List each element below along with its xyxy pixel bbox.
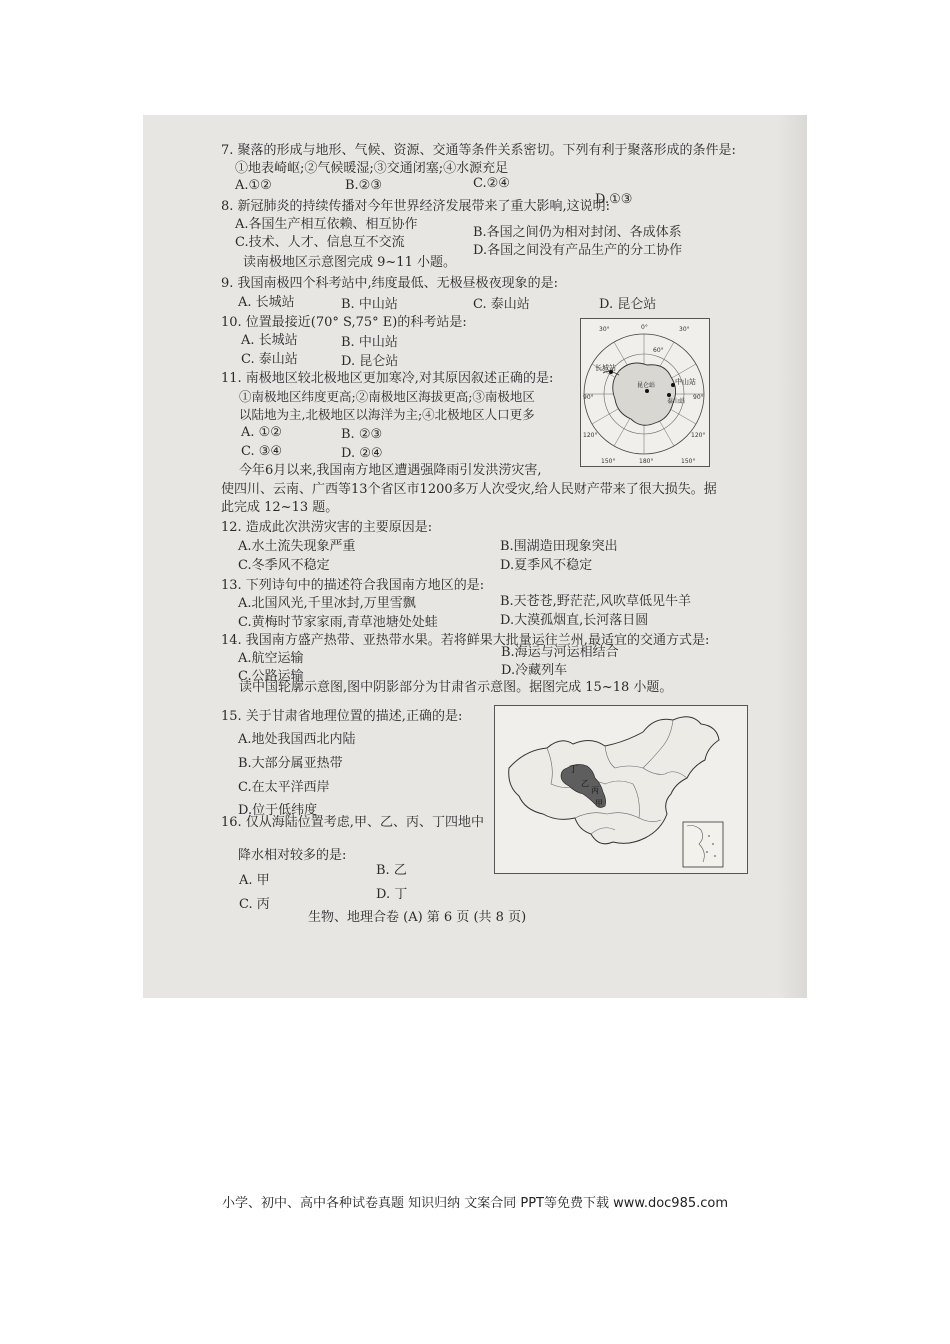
exam-page-footer: 生物、地理合卷 (A) 第 6 页 (共 8 页) (308, 910, 527, 925)
q8-option-b: B.各国之间仍为相对封闭、各成体系 (473, 225, 682, 240)
q11-line2: 以陆地为主,北极地区以海洋为主;④北极地区人口更多 (239, 407, 535, 422)
q7-conditions: ①地表崎岖;②气候暖湿;③交通闭塞;④水源充足 (235, 161, 509, 176)
label-jia: 甲 (595, 799, 603, 808)
label-bing: 丙 (591, 786, 599, 795)
antarctic-map (580, 318, 710, 467)
label-kunlun: 昆仑站 (637, 382, 656, 389)
q11-stem: 11. 南极地区较北极地区更加寒冷,对其原因叙述正确的是: (221, 371, 554, 386)
q16-option-d: D. 丁 (376, 887, 408, 902)
q7-stem: 7. 聚落的形成与地形、气候、资源、交通等条件关系密切。下列有利于聚落形成的条件是: (221, 143, 736, 158)
lon-30w: 30° (599, 326, 610, 333)
q13-option-a: A.北国风光,千里冰封,万里雪飘 (238, 596, 416, 611)
q10-stem: 10. 位置最接近(70° S,75° E)的科考站是: (221, 315, 467, 330)
q14-option-c: C.公路运输 (238, 669, 304, 684)
q14-option-b: B.海运与河运相结合 (501, 645, 619, 660)
q12-stem: 12. 造成此次洪涝灾害的主要原因是: (221, 520, 433, 535)
q7-option-c: C.②④ (473, 176, 510, 191)
q10-option-d: D. 昆仑站 (341, 354, 399, 369)
q9-stem: 9. 我国南极四个科考站中,纬度最低、无极昼极夜现象的是: (221, 276, 559, 291)
q8-stem: 8. 新冠肺炎的持续传播对今年世界经济发展带来了重大影响,这说明: (221, 199, 611, 214)
q15-option-a: A.地处我国西北内陆 (238, 732, 356, 747)
q15-option-c: C.在太平洋西岸 (238, 780, 330, 795)
q12-option-c: C.冬季风不稳定 (238, 558, 330, 573)
intro-15-18: 读中国轮廓示意图,图中阴影部分为甘肃省示意图。据图完成 15~18 小题。 (239, 680, 673, 695)
q16-stem-line2: 降水相对较多的是: (238, 848, 347, 863)
q12-option-b: B.围湖造田现象突出 (500, 539, 618, 554)
q8-option-c: C.技术、人才、信息互不交流 (235, 235, 405, 250)
q12-option-a: A.水土流失现象严重 (238, 539, 356, 554)
q16-stem-line1: 16. 仅从海陆位置考虑,甲、乙、丙、丁四地中 (221, 815, 484, 830)
q9-option-a: A. 长城站 (238, 295, 295, 310)
q14-stem: 14. 我国南方盛产热带、亚热带水果。若将鲜果大批量运往兰州,最适宜的交通方式是: (221, 633, 710, 648)
lon-60e: 60° (653, 347, 664, 354)
q11-option-d: D. ②④ (341, 446, 383, 461)
q14-option-a: A.航空运输 (238, 651, 304, 666)
lon-150e: 150° (681, 458, 696, 465)
q7-option-b: B.②③ (345, 178, 382, 193)
south-china-sea-inset (683, 822, 723, 867)
q11-option-c: C. ③④ (241, 444, 283, 459)
lon-120e: 120° (691, 432, 706, 439)
label-zhongshan: 中山站 (675, 378, 696, 386)
q12-option-d: D.夏季风不稳定 (500, 558, 593, 573)
q13-option-b: B.天苍苍,野茫茫,风吹草低见牛羊 (500, 594, 691, 609)
q9-option-d: D. 昆仑站 (599, 297, 657, 312)
lon-150w: 150° (601, 458, 616, 465)
china-outline-map (494, 705, 748, 874)
q11-option-a: A. ①② (241, 425, 282, 440)
intro-12-13-line1: 今年6月以来,我国南方地区遭遇强降雨引发洪涝灾害, (239, 463, 542, 478)
label-yi: 乙 (581, 779, 589, 788)
exam-photo (143, 115, 807, 998)
antarctic-map-svg (581, 319, 709, 466)
intro-12-13-line3: 此完成 12~13 题。 (221, 500, 339, 515)
lon-180: 180° (639, 458, 654, 465)
q14-option-d: D.冷藏列车 (501, 663, 568, 678)
kunlun-station-marker (645, 389, 649, 393)
q10-option-a: A. 长城站 (241, 333, 298, 348)
intro-9-11: 读南极地区示意图完成 9~11 小题。 (243, 255, 456, 270)
q11-line1: ①南极地区纬度更高;②南极地区海拔更高;③南极地区 (239, 389, 535, 404)
label-changcheng: 长城站 (595, 364, 616, 372)
taishan-station-marker (667, 393, 671, 397)
q13-option-d: D.大漠孤烟直,长河落日圆 (500, 613, 649, 628)
q7-option-a: A.①② (235, 178, 272, 193)
q13-stem: 13. 下列诗句中的描述符合我国南方地区的是: (221, 578, 485, 593)
q10-option-c: C. 泰山站 (241, 352, 298, 367)
q7-option-d: D.①③ (595, 192, 633, 207)
q13-option-c: C.黄梅时节家家雨,青草池塘处处蛙 (238, 615, 438, 630)
q8-option-a: A.各国生产相互依赖、相互协作 (235, 217, 418, 232)
q15-option-b: B.大部分属亚热带 (238, 756, 343, 771)
china-map-svg (495, 706, 747, 873)
q8-option-d: D.各国之间没有产品生产的分工协作 (473, 243, 683, 258)
lon-90w: 90° (583, 394, 594, 401)
label-taishan: 泰山站 (667, 398, 686, 405)
site-footer: 小学、初中、高中各种试卷真题 知识归纳 文案合同 PPT等免费下载 www.doc985.com (221, 1196, 729, 1211)
q16-option-b: B. 乙 (376, 863, 407, 878)
q10-option-b: B. 中山站 (341, 335, 398, 350)
lon-0: 0° (641, 324, 648, 331)
q16-option-c: C. 丙 (239, 897, 270, 912)
lon-90e: 90° (693, 394, 704, 401)
lon-30e: 30° (679, 326, 690, 333)
q9-option-b: B. 中山站 (341, 297, 398, 312)
label-ding: 丁 (569, 765, 579, 775)
lon-120w: 120° (583, 432, 598, 439)
q9-option-c: C. 泰山站 (473, 297, 530, 312)
q16-option-a: A. 甲 (239, 873, 270, 888)
q15-option-d: D.位于低纬度 (238, 803, 318, 818)
q11-option-b: B. ②③ (341, 427, 383, 442)
q15-stem: 15. 关于甘肃省地理位置的描述,正确的是: (221, 709, 463, 724)
intro-12-13-line2: 使四川、云南、广西等13个省区市1200多万人次受灾,给人民财产带来了很大损失。据 (221, 482, 717, 497)
